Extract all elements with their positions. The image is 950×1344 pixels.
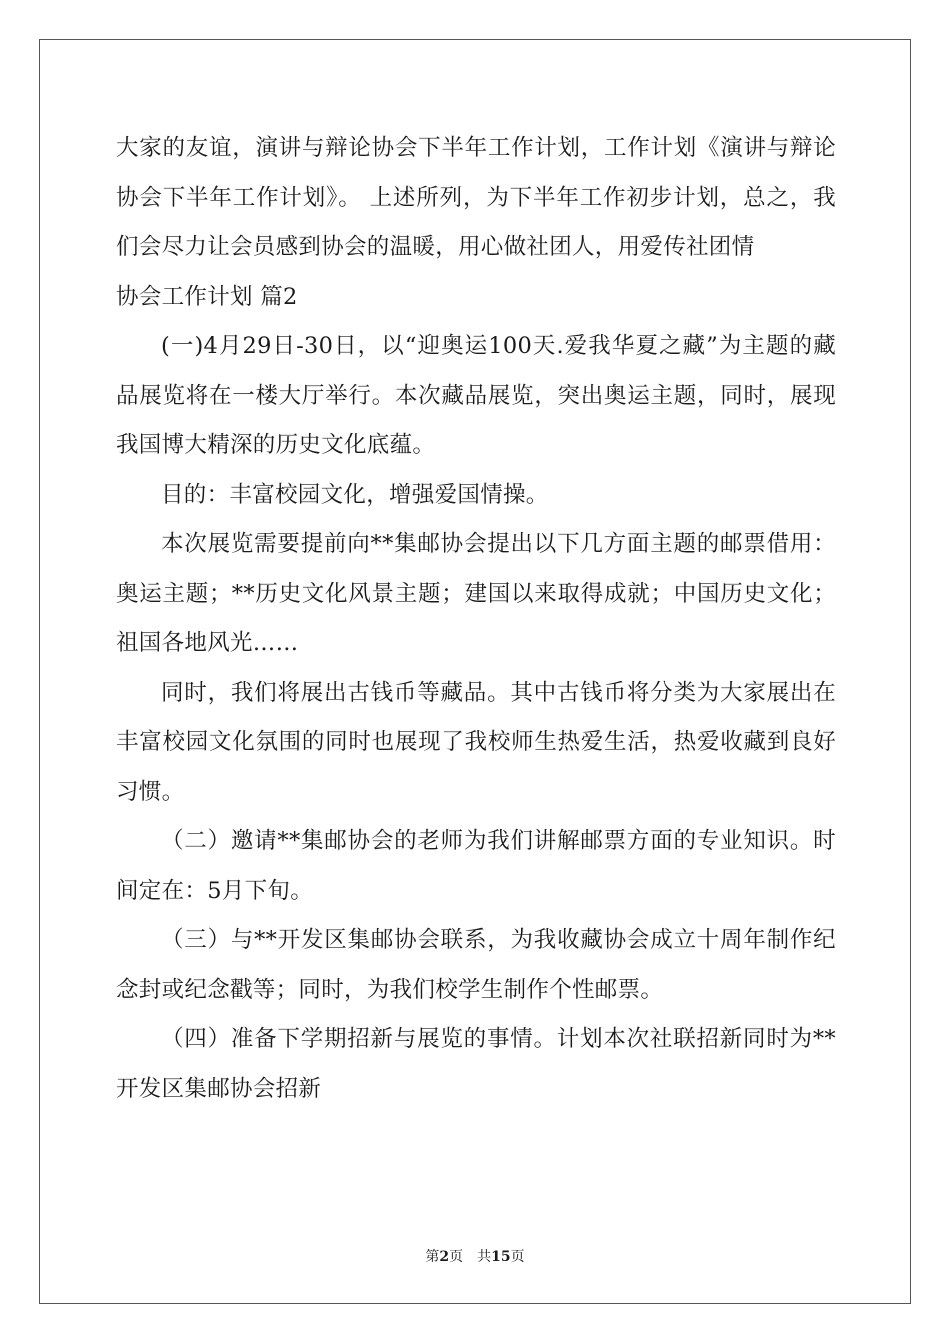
paragraph-anniversary: （三）与**开发区集邮协会联系，为我收藏协会成立十周年制作纪念封或纪念戳等；同时，为我们校学生制作个性邮票。 — [116, 927, 836, 1003]
paragraph-exhibition: (一)4月29日-30日，以“迎奥运100天.爱我华夏之藏”为主题的藏品展览将在一楼大厅举行。本次藏品展览，突出奥运主题，同时，展现我国博大精深的历史文化底蕴。 — [116, 333, 836, 458]
paragraph-purpose: 目的：丰富校园文化，增强爱国情操。 — [161, 481, 549, 508]
page-suffix: 页 — [449, 1249, 464, 1265]
paragraph-stamp-borrow: 本次展览需要提前向**集邮协会提出以下几方面主题的邮票借用：奥运主题；**历史文化风景主题；建国以来取得成就；中国历史文化；祖国各地风光…… — [116, 531, 836, 656]
paragraph-lecture: （二）邀请**集邮协会的老师为我们讲解邮票方面的专业知识。时间定在：5月下旬。 — [116, 828, 836, 904]
total-suffix: 页 — [510, 1249, 525, 1265]
section-heading: 协会工作计划 篇2 — [116, 283, 298, 310]
paragraph-coins: 同时，我们将展出古钱币等藏品。其中古钱币将分类为大家展出在丰富校园文化氛围的同时也展现了我校师生热爱生活，热爱收藏到良好习惯。 — [116, 679, 836, 805]
page-prefix: 第 — [425, 1249, 440, 1265]
paragraph-recruitment: （四）准备下学期招新与展览的事情。计划本次社联招新同时为**开发区集邮协会招新 — [116, 1026, 836, 1102]
total-prefix: 共 — [477, 1249, 492, 1265]
page-number: 2 — [439, 1249, 450, 1265]
paragraph-intro: 大家的友谊，演讲与辩论协会下半年工作计划，工作计划《演讲与辩论协会下半年工作计划》。 上述所列，为下半年工作初步计划，总之，我们会尽力让会员感到协会的温暖，用心做社团人，用爱传社团情 — [116, 135, 836, 260]
document-body — [116, 124, 836, 1114]
total-pages: 15 — [491, 1249, 511, 1265]
page-footer — [0, 1246, 950, 1266]
